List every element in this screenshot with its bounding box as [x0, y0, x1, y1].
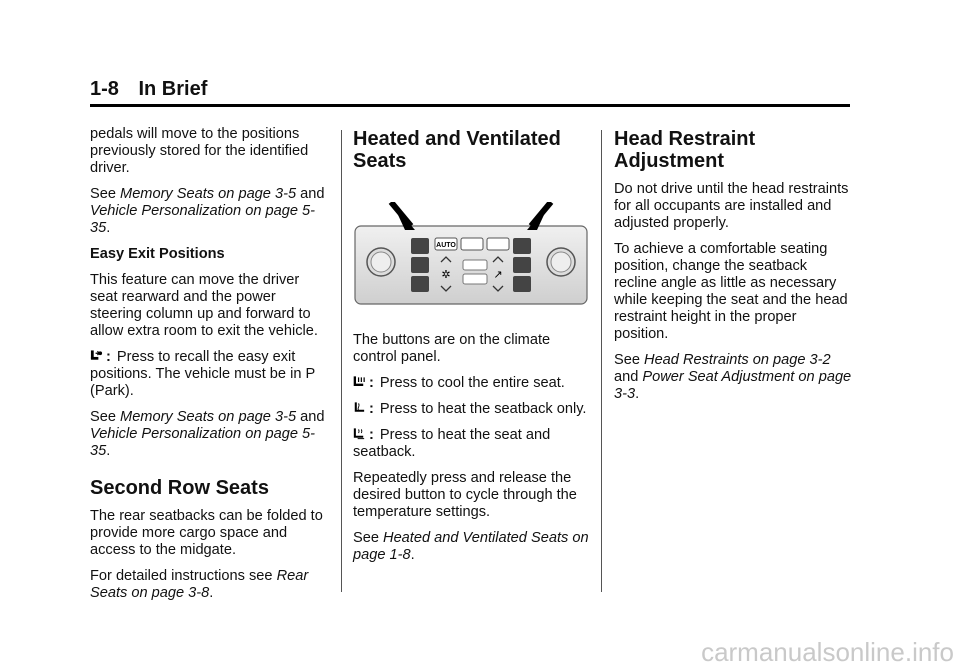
left-seat-buttons — [411, 238, 429, 292]
link-head-restraints[interactable]: Head Restraints on page 3-2 — [644, 352, 831, 368]
column-divider-2 — [601, 130, 602, 592]
right-seat-buttons — [513, 238, 531, 292]
heated-ventilated-heading: Heated and Ventilated Seats — [353, 128, 561, 172]
ventilated-seat-icon — [353, 375, 366, 389]
page-number: 1-8 — [90, 78, 119, 100]
watermark: carmanualsonline.info — [701, 637, 954, 667]
second-row-seats-heading: Second Row Seats — [90, 477, 269, 499]
column-2 — [353, 128, 593, 573]
head-restraint-heading: Head Restraint Adjustment — [614, 128, 756, 172]
see-prefix: See — [614, 352, 645, 368]
column-divider-1 — [341, 130, 342, 592]
easy-exit-button-text — [90, 349, 330, 400]
see-end: . — [635, 386, 640, 402]
heat-seat-seatback-text — [353, 427, 593, 461]
link-rear-seats[interactable]: Rear Seats on page 3-8 — [90, 568, 309, 601]
see-also-head-restraints — [614, 352, 854, 403]
link-vehicle-personalization[interactable]: Vehicle Personalization on page 5-35 — [90, 203, 315, 236]
easy-exit-seat-icon — [90, 349, 103, 363]
link-heated-ventilated-seats[interactable]: Heated and Ventilated Seats on page 1-8 — [353, 530, 589, 563]
see-prefix: See — [90, 186, 121, 202]
link-memory-seats-2[interactable]: Memory Seats on page 3-5 — [120, 409, 297, 425]
see-end: . — [410, 547, 415, 563]
see-and: and — [296, 186, 325, 202]
easy-exit-instruction: Press to recall the easy exit positions. The vehicle must be in P (Park). — [90, 349, 315, 399]
link-power-seat-adjustment[interactable]: Power Seat Adjustment on page 3-3 — [614, 369, 852, 402]
settings-button — [487, 238, 509, 250]
cycle-settings-text: Repeatedly press and release the desired button to cycle through the temperature settings. — [353, 470, 577, 520]
column-1 — [90, 126, 330, 611]
header-rule — [90, 104, 850, 107]
heated-seat-icon — [353, 427, 366, 441]
see-and: and — [296, 409, 325, 425]
buttons-location-text: The buttons are on the climate control panel. — [353, 332, 551, 365]
front-defrost-button — [463, 260, 487, 270]
easy-exit-description: This feature can move the driver seat rearward and the power steering column up and forward to allow extra room to exit the vehicle. — [90, 272, 318, 339]
icon-colon: : — [369, 375, 374, 391]
cool-seat-instruction: Press to cool the entire seat. — [379, 375, 565, 391]
see-also-memory — [90, 186, 330, 237]
section-title: In Brief — [138, 78, 208, 100]
see-and: and — [614, 369, 643, 385]
heated-seatback-icon — [353, 401, 366, 415]
fan-icon: ✲ — [441, 268, 451, 281]
see-prefix: See — [353, 530, 384, 546]
head-restraint-warning: Do not drive until the head restraints for all occupants are installed and adjusted properly. — [614, 181, 849, 231]
see-end: . — [106, 220, 111, 236]
page-header — [90, 78, 207, 101]
heat-seatback-instruction: Press to heat the seatback only. — [379, 401, 587, 417]
icon-colon: : — [106, 349, 111, 365]
see-also-rear-seats — [90, 568, 330, 602]
see-also-heated-seats — [353, 530, 593, 564]
airflow-mode-icon: ↗ — [493, 268, 503, 281]
see-prefix: See — [90, 409, 121, 425]
icon-colon: : — [369, 427, 374, 443]
column-3 — [614, 128, 854, 412]
see-end: . — [209, 585, 214, 601]
rear-defrost-button — [463, 274, 487, 284]
icon-colon: : — [369, 401, 374, 417]
second-row-description: The rear seatbacks can be folded to provide more cargo space and access to the midgate. — [90, 508, 323, 558]
memory-pedals-text: pedals will move to the positions previously stored for the identified driver. — [90, 126, 309, 176]
auto-label: AUTO — [436, 242, 456, 249]
see-prefix: For detailed instructions see — [90, 568, 277, 584]
climate-control-panel-illustration — [353, 202, 589, 306]
heat-seat-instruction: Press to heat the seat and seatback. — [353, 427, 551, 460]
comfortable-position-text: To achieve a comfortable seating position, change the seatback recline angle as little as necessary while keeping the seat and the head restraint height in the proper position. — [614, 241, 848, 342]
easy-exit-subheading: Easy Exit Positions — [90, 246, 225, 262]
see-end: . — [106, 443, 111, 459]
link-memory-seats[interactable]: Memory Seats on page 3-5 — [120, 186, 297, 202]
recirc-button — [461, 238, 483, 250]
see-also-memory-2 — [90, 409, 330, 460]
heat-seatback-text — [353, 401, 593, 418]
cool-seat-text — [353, 375, 593, 392]
link-vehicle-personalization-2[interactable]: Vehicle Personalization on page 5-35 — [90, 426, 315, 459]
